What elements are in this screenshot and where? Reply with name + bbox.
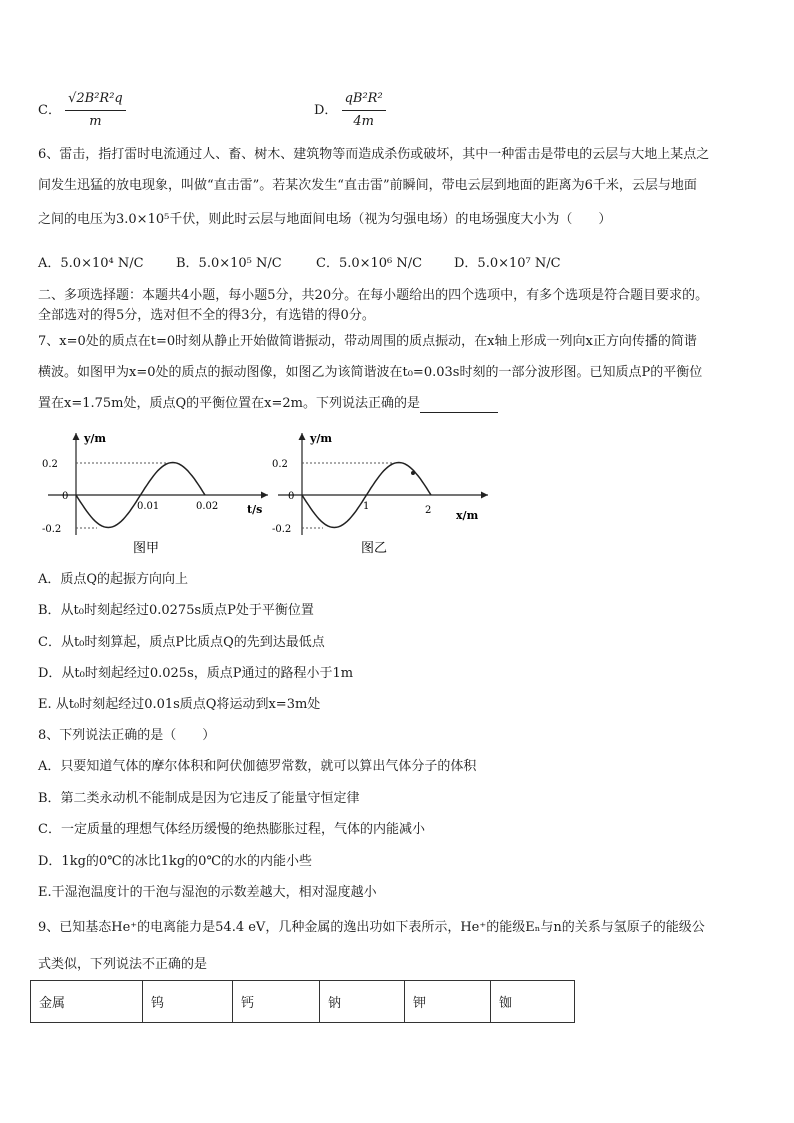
q9-stem-line-1: 9、已知基态He⁺的电离能力是54.4 eV，几种金属的逸出功如下表所示，He⁺的能级Eₙ与n的关系与氢原子的能级公	[38, 920, 705, 935]
q8-option-d: D．1kg的0℃的冰比1kg的0℃的水的内能小些	[38, 854, 312, 869]
q6-stem-line-3: 之间的电压为3.0×10⁵千伏，则此时云层与地面间电场（视为匀强电场）的电场强度大小为（ ）	[38, 212, 612, 227]
q5-option-c-numerator: √2B²R²q	[65, 90, 126, 111]
q8-option-a: A．只要知道气体的摩尔体积和阿伏伽德罗常数，就可以算出气体分子的体积	[38, 759, 477, 774]
q5-option-d-label: D．	[314, 103, 338, 118]
figure-vibration-graph	[40, 425, 275, 560]
q6-option-b: B．5.0×10⁵ N/C	[176, 256, 282, 271]
fig-b-xlabel: x/m	[456, 509, 479, 522]
work-function-table	[30, 980, 575, 1023]
fig-a-xtick-1: 0.01	[137, 501, 160, 512]
q7-option-a: A．质点Q的起振方向向上	[38, 572, 189, 587]
q8-option-e: E.干湿泡温度计的干泡与湿泡的示数差越大，相对湿度越小	[38, 885, 377, 900]
table-cell: 钠	[320, 981, 405, 1023]
q7-option-b: B．从t₀时刻起经过0.0275s质点P处于平衡位置	[38, 603, 314, 618]
q6-option-d: D．5.0×10⁷ N/C	[454, 256, 561, 271]
q5-option-c-denominator: m	[89, 114, 102, 129]
q6-stem-line-1: 6、雷击，指打雷时电流通过人、畜、树木、建筑物等而造成杀伤或破坏，其中一种雷击是带电的云层与大地上某点之	[38, 147, 710, 162]
q8-option-b: B．第二类永动机不能制成是因为它违反了能量守恒定律	[38, 791, 360, 806]
q5-option-d-fraction	[342, 90, 386, 131]
q6-option-c: C．5.0×10⁶ N/C	[316, 256, 423, 271]
fig-b-ytick-zero: 0	[288, 491, 295, 502]
q6-option-a: A．5.0×10⁴ N/C	[38, 256, 144, 271]
fig-b-xtick-2: 2	[425, 505, 432, 516]
q7-option-c: C．从t₀时刻算起，质点P比质点Q的先到达最低点	[38, 635, 325, 650]
fig-a-xtick-2: 0.02	[196, 501, 219, 512]
fig-a-ytick-bottom: -0.2	[42, 524, 62, 535]
fig-b-ytick-top: 0.2	[272, 459, 288, 470]
figure-waveform-graph	[270, 425, 495, 560]
fig-a-ytick-zero: 0	[62, 491, 69, 502]
fig-a-ylabel: y/m	[84, 432, 107, 445]
q7-stem-line-3	[38, 395, 498, 413]
table-cell-header: 金属	[31, 981, 143, 1023]
q8-option-c: C．一定质量的理想气体经历缓慢的绝热膨胀过程，气体的内能减小	[38, 822, 425, 837]
q5-option-d-denominator: 4m	[353, 114, 374, 129]
answer-blank	[420, 400, 498, 413]
fig-b-ylabel: y/m	[310, 432, 333, 445]
q5-option-c	[38, 90, 126, 131]
q9-stem-line-2: 式类似，下列说法不正确的是	[38, 957, 208, 972]
fig-b-caption: 图乙	[361, 541, 388, 556]
q5-option-d-numerator: qB²R²	[342, 90, 386, 111]
table-cell: 钙	[233, 981, 320, 1023]
q7-option-e: E. 从t₀时刻起经过0.01s质点Q将运动到x=3m处	[38, 697, 321, 712]
fig-b-xtick-1: 1	[363, 501, 370, 512]
q5-option-d	[314, 90, 386, 131]
q7-stem-line-1: 7、x=0处的质点在t=0时刻从静止开始做简谐振动，带动周围的质点振动，在x轴上形成一列向x正方向传播的简谐	[38, 334, 697, 349]
fig-a-ytick-top: 0.2	[42, 459, 58, 470]
table-row	[31, 981, 575, 1023]
q5-option-c-label: C．	[38, 103, 61, 118]
table-cell: 铷	[491, 981, 575, 1023]
q7-option-d: D．从t₀时刻起经过0.025s，质点P通过的路程小于1m	[38, 666, 354, 681]
section-2-heading-line-2: 全部选对的得5分，选对但不全的得3分，有选错的得0分。	[38, 308, 375, 323]
fig-b-ytick-bottom: -0.2	[272, 524, 292, 535]
q7-stem-line-2: 横波。如图甲为x=0处的质点的振动图像，如图乙为该简谐波在t₀=0.03s时刻的一部分波形图。已知质点P的平衡位	[38, 365, 703, 380]
section-2-heading-line-1: 二、多项选择题：本题共4小题，每小题5分，共20分。在每小题给出的四个选项中，有多个选项是符合题目要求的。	[38, 288, 709, 303]
q8-stem: 8、下列说法正确的是（ ）	[38, 728, 216, 743]
table-cell: 钨	[143, 981, 233, 1023]
fig-b-point-q	[411, 471, 415, 475]
table-cell: 钾	[405, 981, 491, 1023]
fig-a-caption: 图甲	[133, 541, 160, 556]
q6-stem-line-2: 间发生迅猛的放电现象，叫做“直击雷”。若某次发生“直击雷”前瞬间，带电云层到地面的距离为6千米，云层与地面	[38, 178, 697, 193]
fig-a-xlabel: t/s	[247, 503, 263, 516]
q5-option-c-fraction	[65, 90, 126, 131]
q7-stem-line-3-text: 置在x=1.75m处，质点Q的平衡位置在x=2m。下列说法正确的是	[38, 396, 420, 411]
